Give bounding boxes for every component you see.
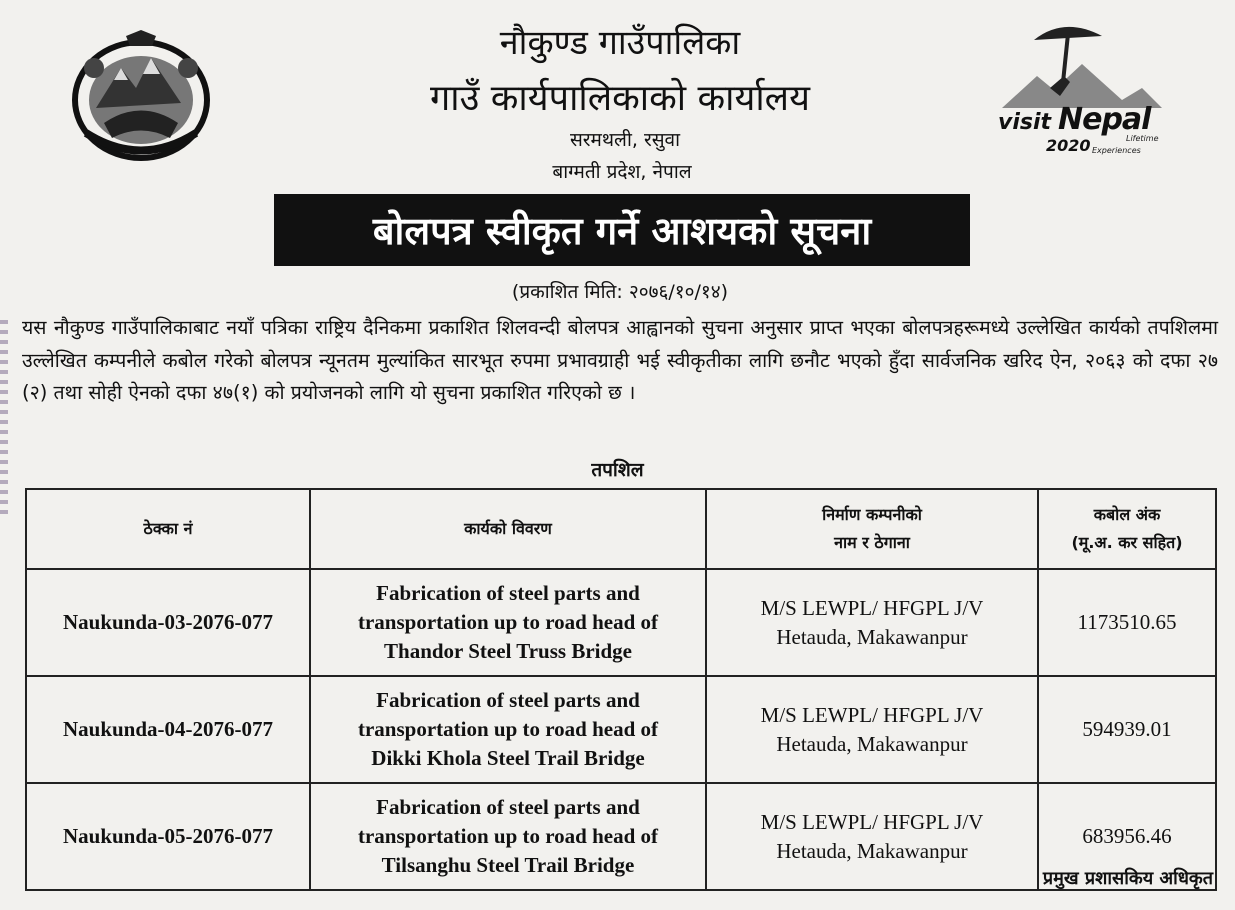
description-line1: Fabrication of steel parts and: [376, 795, 640, 819]
published-date: (प्रकाशित मिति: २०७६/१०/१४): [511, 281, 729, 303]
header-company: [706, 489, 1038, 569]
company-address: Hetauda, Makawanpur: [776, 838, 968, 863]
description-line2: transportation up to road head of: [357, 824, 659, 848]
description-line3: Thandor Steel Truss Bridge: [384, 639, 632, 663]
company-name: M/S LEWPL/ HFGPL J/V: [760, 595, 984, 620]
office-name: नौकुण्ड गाउँपालिका: [499, 23, 741, 63]
page-edge-decoration: [0, 320, 8, 520]
header-amount: [1038, 489, 1216, 569]
table-row: [26, 783, 1216, 890]
bid-table: [25, 488, 1217, 891]
description-line3: Dikki Khola Steel Trail Bridge: [371, 746, 645, 770]
notice-title-banner: बोलपत्र स्वीकृत गर्ने आशयको सूचना: [274, 194, 970, 266]
header-amount-line1: कबोल अंक: [1093, 505, 1161, 524]
notice-body: यस नौकुण्ड गाउँपालिकाबाट नयाँ पत्रिका राष्ट्रिय दैनिकमा प्रकाशित शिलवन्दी बोलपत्र आह्वानको सुचना अनुसार प्राप्त भएका बोलपत्रहरूमध्ये उल्लेखित कार्यको तपशिलमा उल्लेखित कम्पनीले कबोल गरेको बोलपत्र न्यूनतम मुल्यांकित सारभूत रुपमा प्रभावग्राही भई स्वीकृतीका लागि छनौट भएको हुँदा सार्वजनिक खरिद ऐन, २०६३ को दफा २७ (२) तथा सोही ऐनको दफा ४७(१) को प्रयोजनको लागि यो सुचना प्रकाशित गरिएको छ ।: [22, 316, 1218, 404]
description-line3: Tilsanghu Steel Trail Bridge: [381, 853, 635, 877]
header-company-line2: नाम र ठेगाना: [834, 533, 910, 552]
header-company-line1: निर्माण कम्पनीको: [822, 505, 922, 524]
table-row: [26, 569, 1216, 676]
header-description: कार्यको विवरण: [310, 489, 706, 569]
table-heading: तपशिल: [591, 459, 644, 481]
signoff-title: प्रमुख प्रशासकिय अधिकृत: [1042, 868, 1213, 889]
company-address: Hetauda, Makawanpur: [776, 731, 968, 756]
header-contract-no: ठेक्का नं: [26, 489, 310, 569]
logo-experiences-text: Experiences: [1092, 146, 1141, 155]
logo-lifetime-text: Lifetime: [1126, 134, 1159, 143]
company-name: M/S LEWPL/ HFGPL J/V: [760, 809, 984, 834]
office-subtitle: गाउँ कार्यपालिकाको कार्यालय: [430, 78, 810, 119]
contract-no-cell: Naukunda-04-2076-077: [26, 676, 310, 783]
logo-visit-text: visit: [998, 110, 1052, 135]
logo-year-text: 2020: [1046, 136, 1091, 155]
amount-cell: 683956.46: [1038, 783, 1216, 890]
company-cell: [706, 783, 1038, 890]
description-line2: transportation up to road head of: [357, 717, 659, 741]
header-amount-line2: (मू.अ. कर सहित): [1071, 533, 1183, 552]
company-cell: [706, 569, 1038, 676]
description-line1: Fabrication of steel parts and: [376, 581, 640, 605]
amount-cell: 594939.01: [1038, 676, 1216, 783]
company-address: Hetauda, Makawanpur: [776, 624, 968, 649]
company-cell: [706, 676, 1038, 783]
table-row: [26, 676, 1216, 783]
address-line-2: बाग्मती प्रदेश, नेपाल: [552, 161, 692, 183]
logo-nepal-text: Nepal: [1058, 102, 1151, 137]
description-cell: [310, 783, 706, 890]
description-line2: transportation up to road head of: [357, 610, 659, 634]
description-cell: [310, 676, 706, 783]
table-header-row: [26, 489, 1216, 569]
description-line1: Fabrication of steel parts and: [376, 688, 640, 712]
company-name: M/S LEWPL/ HFGPL J/V: [760, 702, 984, 727]
contract-no-cell: Naukunda-03-2076-077: [26, 569, 310, 676]
contract-no-cell: Naukunda-05-2076-077: [26, 783, 310, 890]
description-cell: [310, 569, 706, 676]
address-line-1: सरमथली, रसुवा: [569, 129, 681, 151]
amount-cell: 1173510.65: [1038, 569, 1216, 676]
